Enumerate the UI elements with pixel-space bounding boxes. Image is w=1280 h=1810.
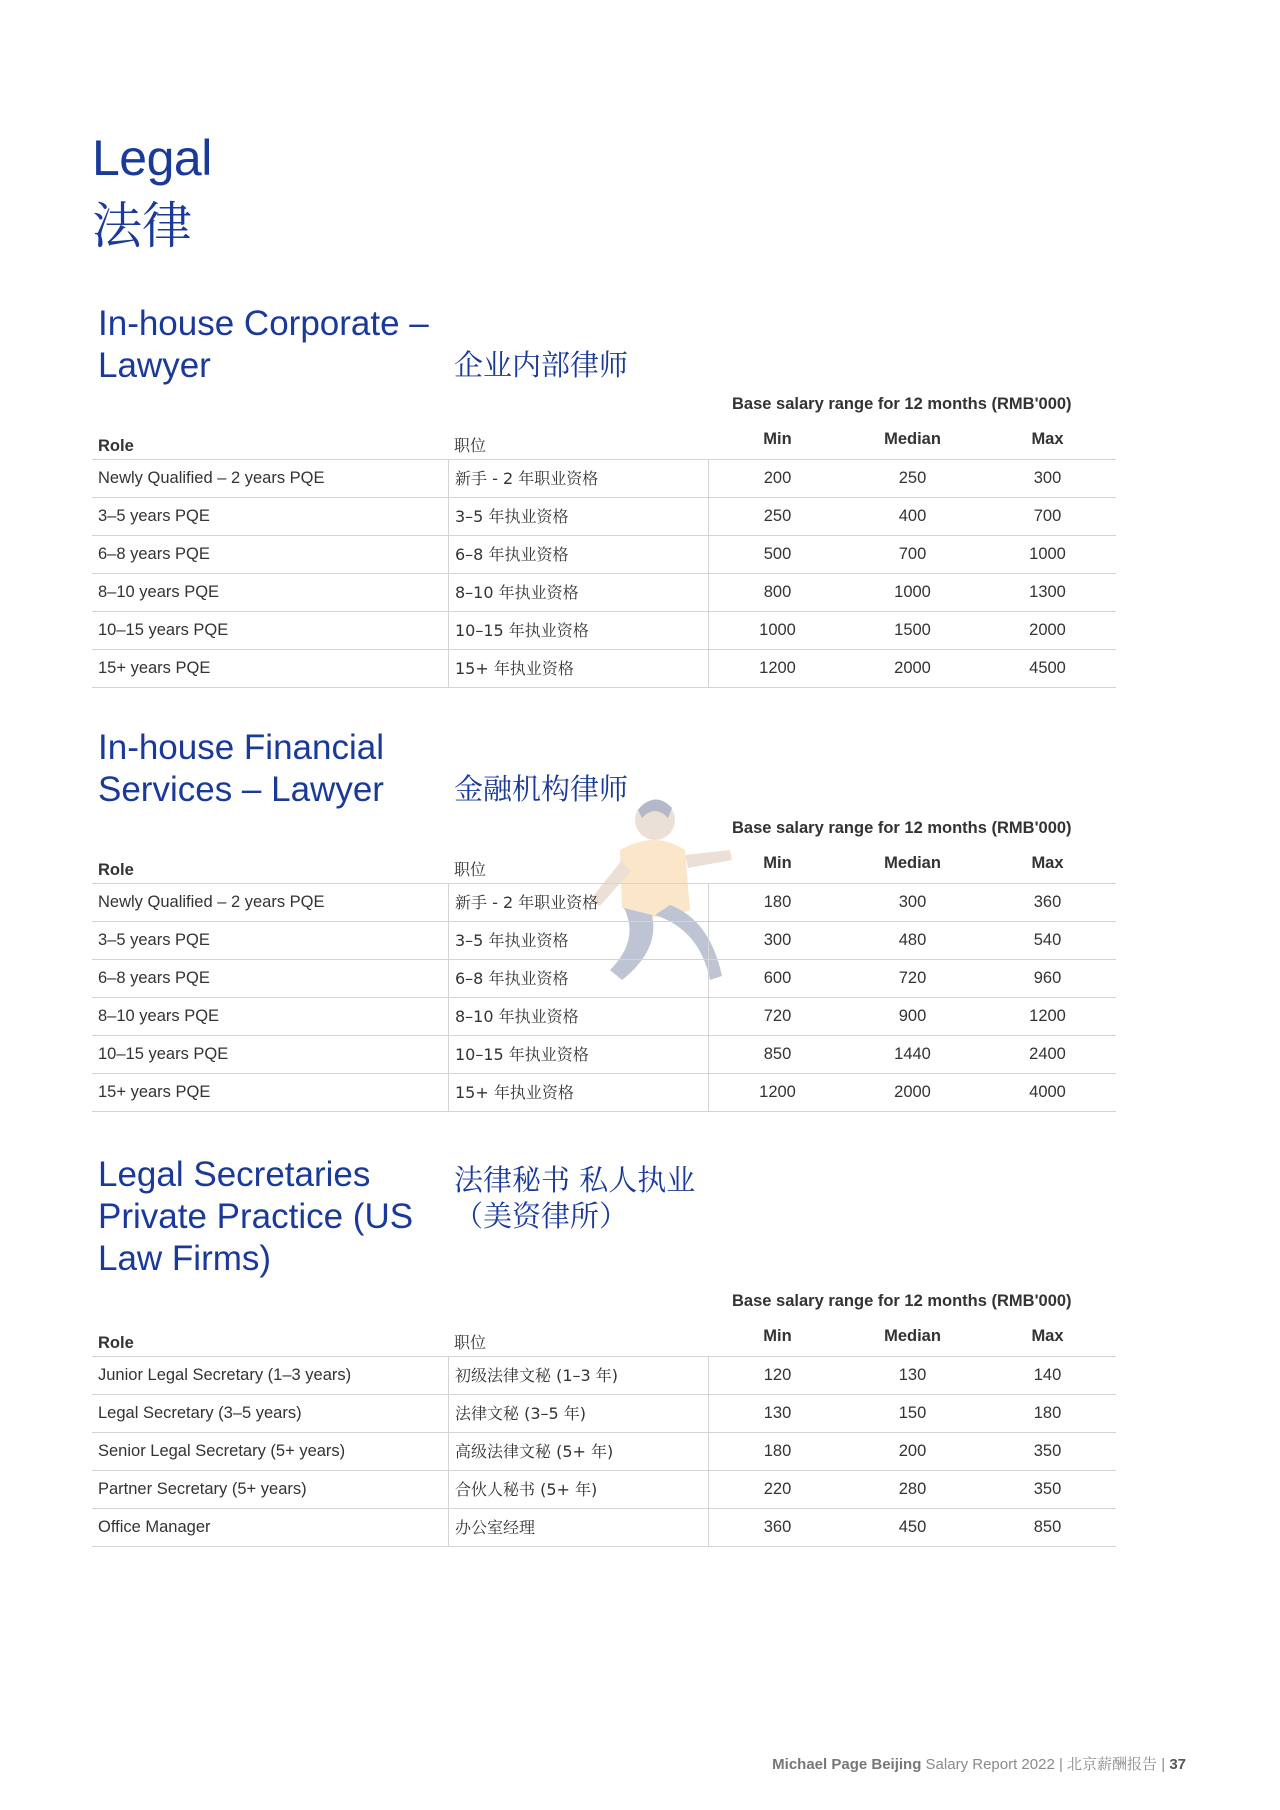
header-role: Role [98,1334,134,1352]
cell-min: 1200 [759,659,796,677]
table-row [92,535,1116,573]
table-header [92,845,1116,883]
header-role: Role [98,861,134,879]
column-divider [708,574,709,611]
page-footer [772,1753,1186,1774]
table-body [92,459,1116,688]
column-divider [708,1357,709,1394]
cell-role-cn: 新手 - 2 年职业资格 [448,884,598,921]
salary-range-caption: Base salary range for 12 months (RMB'000) [732,819,1072,837]
cell-max: 540 [1033,931,1062,949]
header-max: Max [1031,430,1064,448]
cell-role-cn: 6–8 年执业资格 [448,960,568,997]
section-title: In-house Corporate – Lawyer [98,304,429,385]
table-row [92,959,1116,997]
cell-min: 130 [763,1404,792,1422]
cell-max: 350 [1033,1442,1062,1460]
cell-role-cn: 10–15 年执业资格 [448,1036,589,1073]
cell-role: 15+ years PQE [98,659,211,677]
cell-min: 120 [763,1366,792,1384]
cell-role-cn: 新手 - 2 年职业资格 [448,460,598,497]
cell-role: Junior Legal Secretary (1–3 years) [98,1366,352,1384]
cell-role: 10–15 years PQE [98,1045,229,1063]
header-min: Min [763,854,792,872]
table-row [92,1508,1116,1547]
section-title-cn: 企业内部律师 [454,348,629,382]
header-role-cn: 职位 [454,436,487,455]
cell-min: 1200 [759,1083,796,1101]
cell-max: 4500 [1029,659,1066,677]
cell-max: 850 [1033,1518,1062,1536]
table-row [92,997,1116,1035]
cell-role: 3–5 years PQE [98,931,210,949]
header-median: Median [884,430,941,448]
table-body [92,1356,1116,1547]
page-number: 37 [1169,1756,1186,1773]
cell-max: 1300 [1029,583,1066,601]
header-max: Max [1031,854,1064,872]
cell-median: 200 [898,1442,927,1460]
cell-min: 200 [763,469,792,487]
table-row [92,883,1116,921]
cell-role-cn: 8–10 年执业资格 [448,574,579,611]
cell-role: 10–15 years PQE [98,621,229,639]
column-divider [708,922,709,959]
cell-role-cn: 15+ 年执业资格 [448,650,574,687]
column-divider [708,612,709,649]
cell-role-cn: 6–8 年执业资格 [448,536,568,573]
header-min: Min [763,1327,792,1345]
table-row [92,459,1116,497]
section-title: In-house Financial Services – Lawyer [98,728,384,809]
column-divider [708,498,709,535]
cell-max: 4000 [1029,1083,1066,1101]
section-title: Legal Secretaries Private Practice (US Law Firms) [98,1155,414,1278]
cell-min: 220 [763,1480,792,1498]
table-row [92,649,1116,688]
cell-role-cn: 法律文秘 (3–5 年) [448,1395,586,1432]
column-divider [708,1074,709,1111]
column-divider [708,1036,709,1073]
cell-median: 280 [898,1480,927,1498]
cell-max: 360 [1033,893,1062,911]
cell-median: 720 [898,969,927,987]
table-row [92,611,1116,649]
cell-min: 720 [763,1007,792,1025]
table-header [92,1318,1116,1356]
cell-role: Newly Qualified – 2 years PQE [98,893,325,911]
cell-role: Partner Secretary (5+ years) [98,1480,307,1498]
table-row [92,497,1116,535]
cell-role: 3–5 years PQE [98,507,210,525]
cell-median: 700 [898,545,927,563]
cell-median: 900 [898,1007,927,1025]
salary-table [92,421,1116,688]
table-row [92,1394,1116,1432]
cell-max: 700 [1033,507,1062,525]
header-median: Median [884,1327,941,1345]
cell-role-cn: 10–15 年执业资格 [448,612,589,649]
cell-min: 180 [763,1442,792,1460]
cell-max: 300 [1033,469,1062,487]
header-max: Max [1031,1327,1064,1345]
section-title-cn: 法律秘书 私人执业（美资律所） [454,1163,696,1233]
cell-min: 1000 [759,621,796,639]
table-body [92,883,1116,1112]
cell-role: Senior Legal Secretary (5+ years) [98,1442,346,1460]
header-min: Min [763,430,792,448]
cell-role: 8–10 years PQE [98,583,220,601]
cell-role-cn: 3–5 年执业资格 [448,498,568,535]
cell-median: 150 [898,1404,927,1422]
cell-role: 15+ years PQE [98,1083,211,1101]
cell-role-cn: 15+ 年执业资格 [448,1074,574,1111]
cell-min: 300 [763,931,792,949]
page-title: Legal [92,130,212,186]
cell-median: 2000 [894,659,931,677]
cell-max: 1000 [1029,545,1066,563]
footer-report-cn: 北京薪酬报告 [1067,1755,1158,1773]
header-role-cn: 职位 [454,860,487,879]
cell-median: 300 [898,893,927,911]
column-divider [708,884,709,921]
page-title-cn: 法律 [92,197,192,255]
table-row [92,921,1116,959]
cell-max: 180 [1033,1404,1062,1422]
column-divider [708,1395,709,1432]
salary-table [92,845,1116,1112]
salary-range-caption: Base salary range for 12 months (RMB'000) [732,1292,1072,1310]
cell-max: 2000 [1029,621,1066,639]
footer-report: Salary Report 2022 [925,1756,1055,1773]
cell-min: 800 [763,583,792,601]
cell-max: 140 [1033,1366,1062,1384]
table-row [92,1073,1116,1112]
column-divider [708,536,709,573]
column-divider [708,460,709,497]
footer-brand: Michael Page Beijing [772,1756,922,1773]
column-divider [708,960,709,997]
cell-role: Legal Secretary (3–5 years) [98,1404,302,1422]
column-divider [708,1471,709,1508]
cell-median: 480 [898,931,927,949]
cell-max: 350 [1033,1480,1062,1498]
table-header [92,421,1116,459]
column-divider [708,1509,709,1546]
cell-median: 1000 [894,583,931,601]
cell-role: 8–10 years PQE [98,1007,220,1025]
cell-min: 850 [763,1045,792,1063]
cell-role: Office Manager [98,1518,211,1536]
cell-role-cn: 3–5 年执业资格 [448,922,568,959]
cell-median: 2000 [894,1083,931,1101]
salary-range-caption: Base salary range for 12 months (RMB'000) [732,395,1072,413]
cell-role-cn: 8–10 年执业资格 [448,998,579,1035]
cell-min: 600 [763,969,792,987]
salary-table [92,1318,1116,1547]
cell-min: 360 [763,1518,792,1536]
cell-role: Newly Qualified – 2 years PQE [98,469,325,487]
cell-role-cn: 合伙人秘书 (5+ 年) [448,1471,597,1508]
cell-median: 250 [898,469,927,487]
cell-max: 2400 [1029,1045,1066,1063]
cell-role-cn: 高级法律文秘 (5+ 年) [448,1433,613,1470]
table-row [92,1432,1116,1470]
cell-median: 450 [898,1518,927,1536]
table-row [92,1470,1116,1508]
cell-median: 400 [898,507,927,525]
cell-role: 6–8 years PQE [98,969,210,987]
header-role: Role [98,437,134,455]
cell-min: 250 [763,507,792,525]
header-role-cn: 职位 [454,1333,487,1352]
column-divider [708,650,709,687]
cell-max: 1200 [1029,1007,1066,1025]
table-row [92,573,1116,611]
section-title-cn: 金融机构律师 [454,772,629,806]
cell-role-cn: 办公室经理 [448,1509,535,1546]
cell-role: 6–8 years PQE [98,545,210,563]
cell-max: 960 [1033,969,1062,987]
header-median: Median [884,854,941,872]
footer-separator: | [1161,1756,1166,1773]
cell-min: 180 [763,893,792,911]
column-divider [708,998,709,1035]
cell-role-cn: 初级法律文秘 (1–3 年) [448,1357,618,1394]
cell-median: 1500 [894,621,931,639]
table-row [92,1035,1116,1073]
column-divider [708,1433,709,1470]
cell-min: 500 [763,545,792,563]
footer-separator: | [1058,1756,1063,1773]
table-row [92,1356,1116,1394]
cell-median: 1440 [894,1045,931,1063]
cell-median: 130 [898,1366,927,1384]
